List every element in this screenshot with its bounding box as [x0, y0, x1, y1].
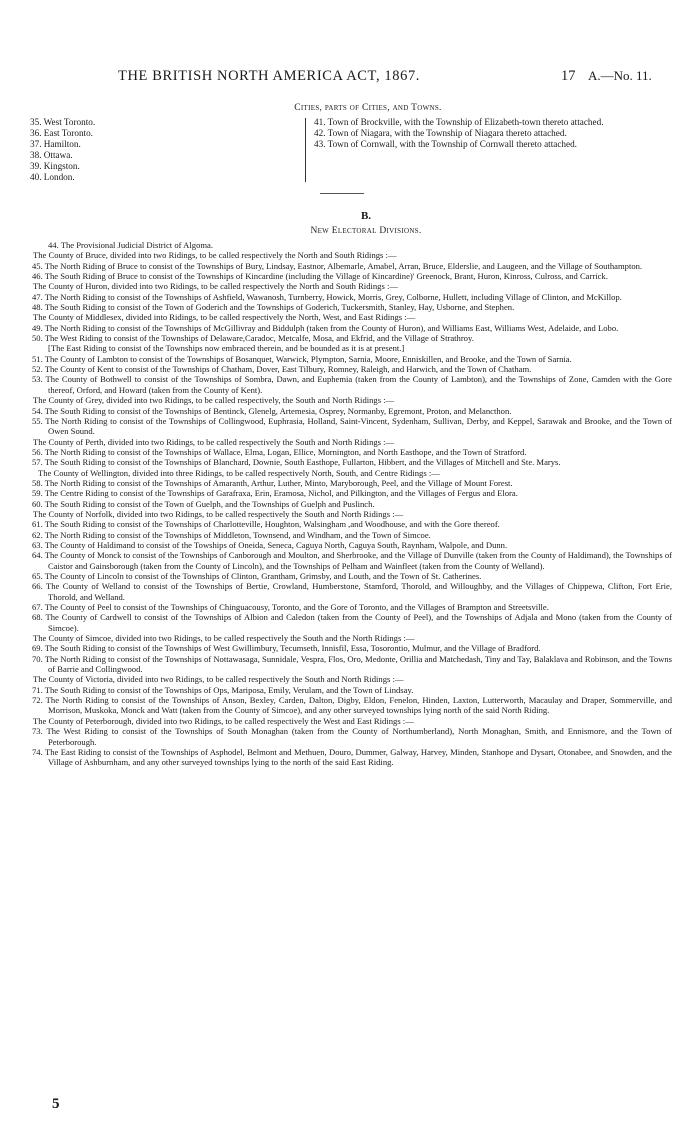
town-item: 42. Town of Niagara, with the Township of Niagara thereto attached. — [314, 128, 567, 138]
division-entry: 70. The North Riding to consist of the Townships of Nottawasaga, Sunnidale, Vespra, Flos, Oro, Medonte, Orillia and Matchedash, Tiny and Tay, Balaklava and Robinson, and the Towns of Barrie and Collingwood. — [32, 653, 672, 675]
division-entry: 72. The North Riding to consist of the Townships of Anson, Bexley, Carden, Dalton, Digby, Eldon, Fenelon, Hinden, Laxton, Lutterworth, Macaulay and Draper, Sommerville, and Morrison, Muskoka, Monck and Watt (taken from the County of Simcoe), and any other surveyed townships lying north of the said North Riding. — [32, 695, 672, 716]
schedule-letter: B. — [360, 210, 372, 222]
city-item: 36. East Toronto. — [30, 128, 93, 138]
city-item: 38. Ottawa. — [30, 150, 73, 160]
division-entry: 73. The West Riding to consist of the Townships of South Monaghan (taken from the County of Northumberland), North Monaghan, Smith, and Ennismore, and the Town of Peterborough. — [32, 726, 672, 747]
division-entry: 67. The County of Peel to consist of the Townships of Chinguacousy, Toronto, and the Gore of Toronto, and the Villages of Brampton and Streetsville. — [32, 602, 549, 613]
division-entry: 50. The West Riding to consist of the Townships of Delaware,Caradoc, Metcalfe, Mosa, and Ekfrid, and the Village of Strathroy. — [32, 333, 474, 344]
division-entry: 64. The County of Monck to consist of the Townships of Canborough and Moulton, and Sherbrooke, and the Village of Dunville (taken from the County of Haldimand), the Townships of Caistor and Gainsborough (taken from the County of Lincoln), and the Townships of Pelham and Wainfleet (taken from the County of Welland). — [32, 550, 672, 571]
town-item: 43. Town of Cornwall, with the Township of Cornwall thereto attached. — [314, 139, 577, 149]
division-entry: 56. The North Riding to consist of the Townships of Wallace, Elma, Logan, Ellice, Mornington, and North Easthope, and the Town of Stratford. — [32, 446, 527, 457]
electoral-divisions-list — [18, 240, 672, 768]
division-entry: 69. The South Riding to consist of the Townships of West Gwillimbury, Tecumseth, Innisfil, Essa, Tosorontio, Mulmur, and the Village of Bradford. — [32, 643, 541, 654]
division-entry: 45. The North Riding of Bruce to consist of the Townships of Bury, Lindsay, Eastnor, Albemarle, Amabel, Arran, Bruce, Elderslie, and Laugeen, and the Village of Southampton. — [32, 260, 643, 271]
division-entry: 44. The Provisional Judicial District of Algoma. — [48, 240, 214, 250]
division-entry: 61. The South Riding to consist of the Townships of Charlotteville, Houghton, Walsingham ,and Woodhouse, and with the Gore thereof. — [32, 519, 500, 530]
town-item: 41. Town of Brockville, with the Township of Elizabeth-town thereto attached. — [314, 117, 604, 127]
column-divider — [305, 118, 306, 182]
division-entry: 49. The North Riding to consist of the Townships of McGillivray and Biddulph (taken from the County of Huron), and Williams East, Williams West, Adelaide, and Lobo. — [32, 322, 619, 333]
document-number: A.—No. 11. — [588, 68, 652, 83]
division-entry: 65. The County of Lincoln to consist of the Townships of Clinton, Grantham, Grimsby, and Louth, and the Town of St. Catherines. — [32, 571, 482, 581]
division-entry: 48. The South Riding to consist of the Town of Goderich and the Townships of Goderich, Tuckersmith, Stanley, Hay, Usborne, and Stephen. — [32, 302, 515, 313]
page-number: 17 — [561, 68, 576, 84]
city-item: 35. West Toronto. — [30, 117, 96, 127]
section-divider — [320, 193, 364, 194]
division-entry: 47. The North Riding to consist of the Townships of Ashfield, Wawanosh, Turnberry, Howick, Morris, Grey, Colborne, Hullett, including Village of Clinton, and McKillop. — [32, 291, 622, 302]
division-entry: 58. The North Riding to consist of the Townships of Amaranth, Arthur, Luther, Minto, Maryborough, Peel, and the Village of Mount Forest. — [32, 477, 513, 488]
division-entry: 53. The County of Bothwell to consist of the Townships of Sombra, Dawn, and Euphemia (taken from the County of Lambton), and the Townships of Zone, Camden with the Gore thereof, Orford, and Howard (taken from the County of Kent). — [32, 374, 672, 395]
division-entry: 51. The County of Lambton to consist of the Townships of Bosanquet, Warwick, Plympton, Sarnia, Moore, Enniskillen, and Brooke, and the Town of Sarnia. — [32, 353, 572, 364]
cities-section-title: Cities, parts of Cities, and Towns. — [294, 103, 442, 113]
division-entry: 55. The North Riding to consist of the Townships of Collingwood, Euphrasia, Holland, Saint-Vincent, Sydenham, Sullivan, Derby, and Keppel, Sarawak and Brooke, and the Town of Owen Sound. — [32, 415, 672, 437]
county-heading: The County of Peterborough, divided into two Ridings, to be called respectively the West and East Ridings :— — [33, 715, 414, 726]
division-entry: 60. The South Riding to consist of the Town of Guelph, and the Townships of Guelph and Puslinch. — [32, 498, 375, 509]
division-entry: 54. The South Riding to consist of the Townships of Bentinck, Glenelg, Artemesia, Osprey, Normanby, Egremont, Proton, and Melancthon. — [32, 405, 512, 416]
division-entry: 68. The County of Cardwell to consist of the Townships of Albion and Caledon (taken from the County of Peel), and the Townships of Adjala and Mono (taken from the County of Simcoe). — [32, 612, 672, 633]
city-item: 37. Hamilton. — [30, 139, 81, 149]
schedule-title: New Electoral Divisions. — [310, 226, 422, 236]
bracket-note: [The East Riding to consist of the Townships now embraced therein, and be bounded as it is at present.] — [48, 343, 405, 354]
division-entry: 63. The County of Haldimand to consist of the Towships of Oneida, Seneca, Caguya North, Caguya South, Raynham, Walpole, and Dunn. — [32, 539, 508, 550]
cities-right-list — [314, 117, 674, 150]
county-heading: The County of Perth, divided into two Ridings, to be called respectively the South and North Ridings :— — [33, 436, 395, 447]
city-item: 39. Kingston. — [30, 161, 80, 171]
division-entry: 71. The South Riding to consist of the Townships of Ops, Mariposa, Emily, Verulam, and the Town of Lindsay. — [32, 684, 414, 695]
division-entry: 66. The County of Welland to consist of the Townships of Bertie, Crowland, Humberstone, Stamford, Thorold, and Willoughby, and the Villages of Chippewa, Clifton, Fort Erie, Thorold, and Welland. — [32, 581, 672, 602]
division-entry: 59. The Centre Riding to consist of the Townships of Garafraxa, Erin, Eramosa, Nichol, and Pilkington, and the Villages of Fergus and Elora. — [32, 488, 518, 499]
division-entry: 57. The South Riding to consist of the Townships of Blanchard, Downie, South Easthope, Fullarton, Hibbert, and the Villages of Mitchell and Ste. Marys. — [32, 457, 561, 468]
division-entry: 62. The North Riding to consist of the Townships of Middleton, Townsend, and Windham, and the Town of Simcoe. — [32, 529, 431, 540]
county-heading: The County of Bruce, divided into two Ridings, to be called respectively the North and South Ridings :— — [33, 250, 397, 261]
county-heading: The County of Simcoe, divided into two Ridings, to be called respectively the South and the North Ridings :— — [33, 633, 415, 644]
county-heading: The County of Grey, divided into two Ridings, to be called respectively, the South and North Ridings :— — [33, 395, 395, 406]
page-header — [0, 68, 700, 88]
division-entry: 46. The South Riding of Bruce to consist of the Townships of Kincardine (including the Village of Kincardine)' Greenock, Brant, Huron, Kinross, Culross, and Carrick. — [32, 271, 608, 282]
signature-mark: 5 — [52, 1096, 60, 1112]
division-entry: 52. The County of Kent to consist of the Townships of Chatham, Dover, East Tilbury, Romney, Raleigh, and Harwich, and the Town of Chatham. — [32, 364, 532, 375]
county-heading: The County of Wellington, divided into three Ridings, to be called respectively North, South, and Centre Ridings :— — [38, 467, 440, 478]
county-heading: The County of Huron, divided into two Ridings, to be called respectively the North and South Ridings :— — [33, 281, 398, 292]
document-title: THE BRITISH NORTH AMERICA ACT, 1867. — [118, 68, 421, 84]
division-entry: 74. The East Riding to consist of the Townships of Asphodel, Belmont and Methuen, Douro, Dummer, Galway, Harvey, Minden, Stanhope and Dysart, Otonabee, and Snowden, and the Village of Ashburnham, and any other surveyed townships lying to the north of the said East Riding. — [32, 746, 672, 768]
cities-left-list — [30, 117, 290, 183]
county-heading: The County of Victoria, divided into two Ridings, to be called respectively the South and North Ridings :— — [33, 674, 404, 685]
city-item: 40. London. — [30, 172, 75, 182]
county-heading: The County of Norfolk, divided into two Ridings, to be called respectively the South and North Ridings :— — [33, 508, 404, 519]
county-heading: The County of Middlesex, divided into Ridings, to be called respectively the North, West, and East Ridings :— — [33, 312, 416, 323]
